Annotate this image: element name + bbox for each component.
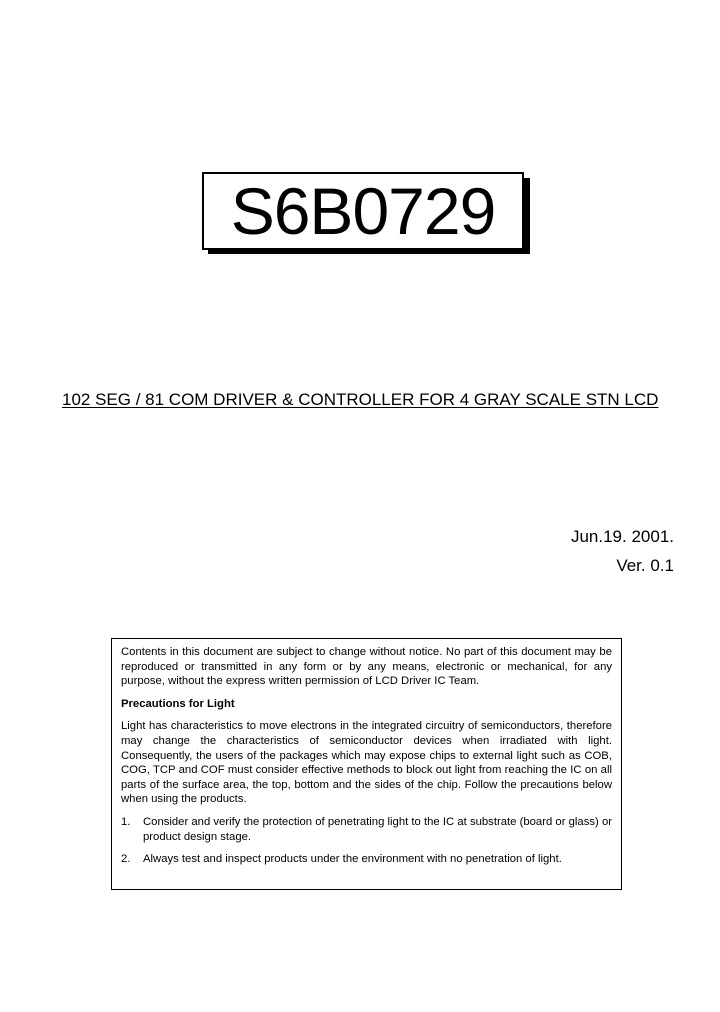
precautions-list (121, 815, 612, 867)
disclaimer-text: Contents in this document are subject to change without notice. No part of this document may be reproduced or transmitted in any form or by any means, electronic or mechanical, for any purpose, without the express written permission of LCD Driver IC Team. (121, 646, 612, 688)
precautions-body: Light has characteristics to move electrons in the integrated circuitry of semiconductors, therefore may change the characteristics of semiconductor devices when irradiated with light. Consequently, the users of the packages which may expose chips to external light such as COB, COG, TCP and COF must consider effective methods to block out light from reaching the IC on all parts of the surface area, the top, bottom and the sides of the chip. Follow the precautions below when using the products. (121, 720, 612, 806)
list-item-text: Always test and inspect products under the environment with no penetration of light. (143, 853, 562, 866)
precautions-heading: Precautions for Light (121, 697, 235, 710)
list-item-text: Consider and verify the protection of penetrating light to the IC at substrate (board or glass) or product design stage. (143, 815, 612, 843)
title-box (202, 172, 524, 250)
document-description: 102 SEG / 81 COM DRIVER & CONTROLLER FOR 4 GRAY SCALE STN LCD (62, 390, 659, 409)
list-item (121, 815, 612, 844)
list-item (121, 852, 612, 867)
part-number-title: S6B0729 (230, 174, 496, 248)
list-item-number: 2. (121, 853, 131, 866)
notice-box (111, 638, 622, 890)
list-item-number: 1. (121, 815, 131, 828)
document-version: Ver. 0.1 (616, 556, 674, 575)
document-date: Jun.19. 2001. (570, 527, 674, 546)
